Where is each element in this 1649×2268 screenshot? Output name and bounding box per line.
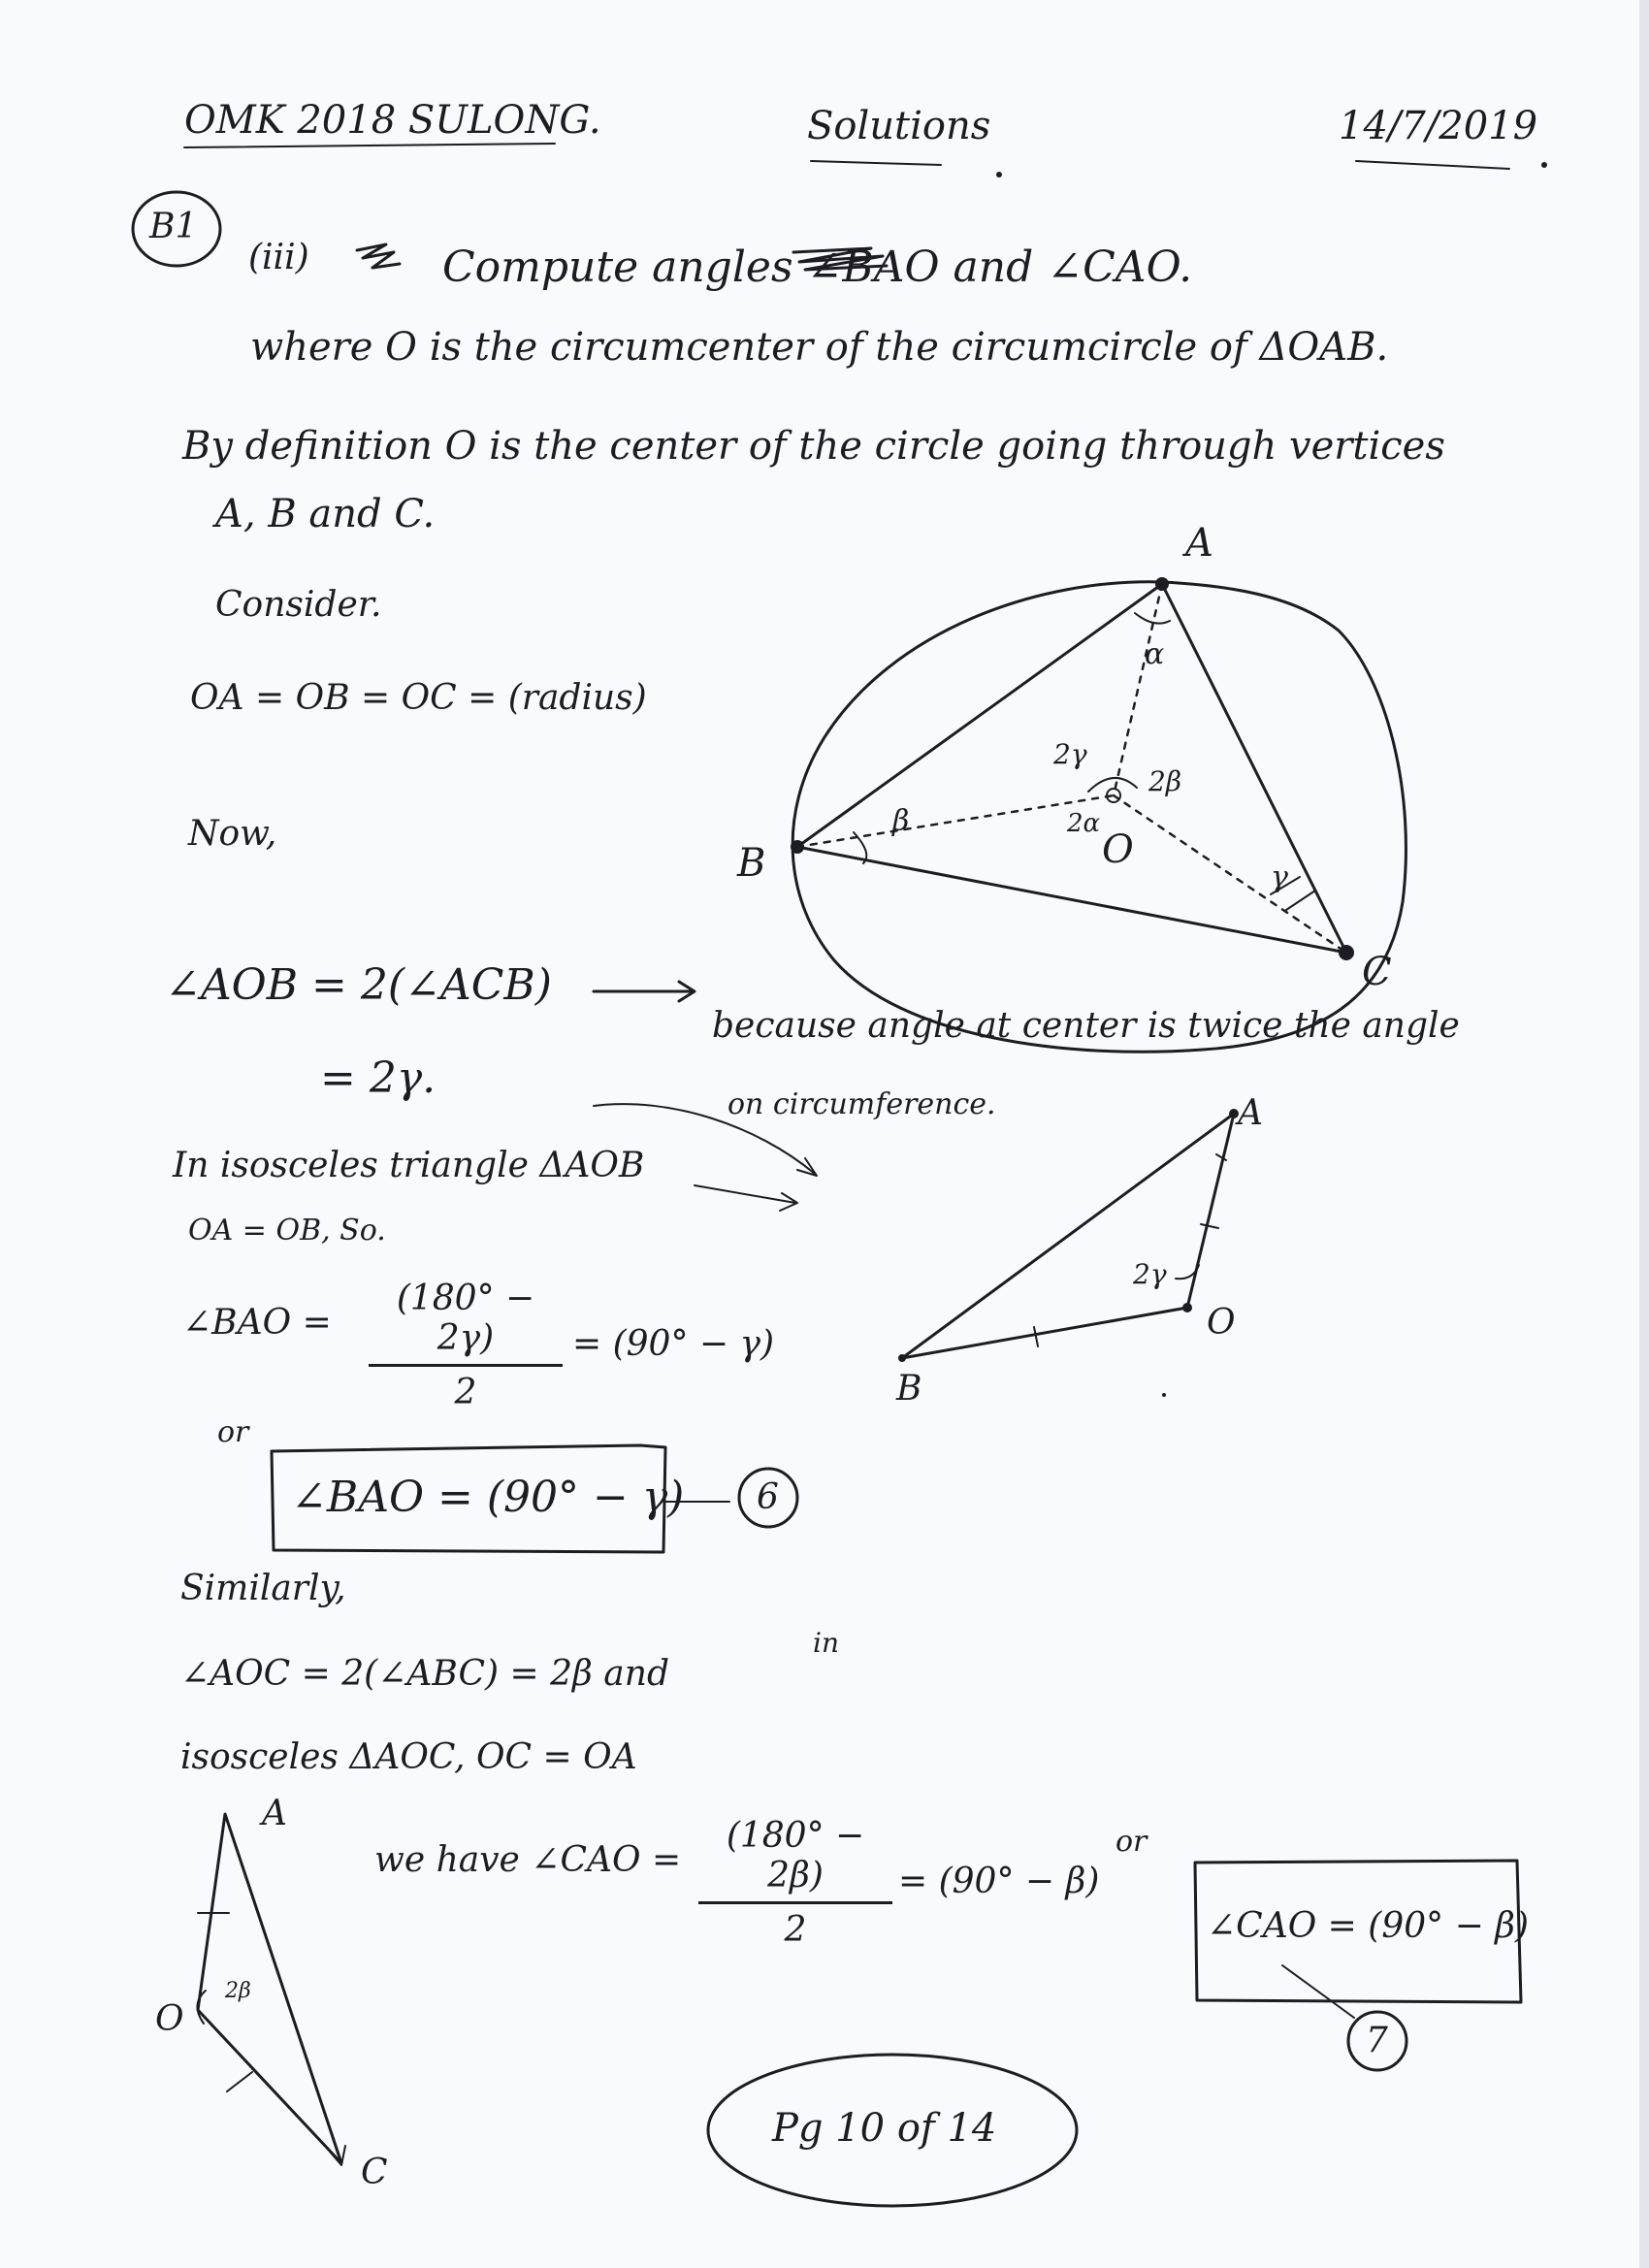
bao-rhs: = (90° − γ)	[572, 1324, 775, 1364]
isosceles-aob-line-1: In isosceles triangle ΔAOB	[173, 1146, 645, 1185]
cao-denominator: 2	[784, 1910, 807, 1950]
aoc-label-c: C	[361, 2153, 388, 2192]
aob-label-o: O	[1207, 1303, 1236, 1343]
label-b: B	[737, 841, 766, 886]
tag-connector	[1282, 1965, 1354, 2018]
course-underline	[184, 144, 555, 147]
definition-line-1: By definition O is the center of the circle going through vertices	[182, 424, 1445, 469]
problem-label: B1	[149, 207, 198, 246]
stray-dot	[1162, 1393, 1166, 1397]
cao-fraction	[698, 1816, 892, 1950]
aob-equation: ∠AOB = 2(∠ACB)	[165, 960, 552, 1010]
bao-numerator: (180° − 2γ)	[369, 1279, 563, 1367]
cao-rhs: = (90° − β)	[898, 1862, 1100, 1901]
vertex-a-dot	[1155, 577, 1169, 591]
label-2gamma: 2γ	[1053, 738, 1087, 770]
result-tag-7: 7	[1366, 2021, 1388, 2060]
vertex-b-dot	[791, 840, 804, 854]
aob-result: = 2γ.	[320, 1053, 436, 1103]
label-alpha: α	[1145, 637, 1165, 671]
aob-label-b: B	[896, 1369, 922, 1409]
consider-text: Consider.	[215, 585, 382, 625]
reason-arrow	[594, 982, 695, 1001]
aoc-label-2beta: 2β	[225, 1979, 251, 2003]
aoc-label-o: O	[155, 1999, 184, 2039]
radii-equation: OA = OB = OC = (radius)	[190, 678, 647, 718]
title-underline	[811, 161, 941, 165]
aoc-equation: ∠AOC = 2(∠ABC) = 2β and	[180, 1654, 669, 1694]
aoc-label-a: A	[262, 1794, 287, 1833]
bao-boxed-result: ∠BAO = (90° − γ)	[291, 1473, 685, 1522]
label-a: A	[1185, 521, 1213, 566]
label-beta: β	[892, 804, 910, 838]
aob-label-2gamma: 2γ	[1133, 1258, 1167, 1290]
vertex-dot	[1182, 1303, 1192, 1312]
page-number: Pg 10 of 14	[772, 2106, 997, 2151]
page-title: Solutions	[807, 104, 991, 148]
scribble-mark	[357, 244, 400, 268]
result-tag-6: 6	[757, 1477, 779, 1517]
stray-dot	[996, 172, 1002, 178]
statement-line-2: where O is the circumcenter of the circumcircle of ΔOAB.	[250, 325, 1389, 370]
statement-line-1: Compute angles ∠BAO and ∠CAO.	[442, 243, 1193, 292]
label-2alpha: 2α	[1067, 809, 1101, 838]
in-text: in	[813, 1627, 839, 1659]
label-gamma: γ	[1271, 860, 1288, 894]
bao-fraction	[369, 1279, 563, 1412]
or-text-2: or	[1116, 1825, 1148, 1859]
similarly-text: Similarly,	[180, 1569, 346, 1608]
bao-lhs: ∠BAO =	[182, 1303, 332, 1343]
aob-label-a: A	[1238, 1093, 1263, 1133]
vertex-dot	[898, 1354, 906, 1362]
definition-line-2: A, B and C.	[215, 492, 436, 536]
label-o: O	[1102, 827, 1134, 872]
cao-lhs: we have ∠CAO =	[374, 1840, 682, 1880]
course-name: OMK 2018 SULONG.	[184, 98, 601, 143]
triangle-aob	[902, 1114, 1234, 1358]
now-text: Now,	[188, 814, 277, 854]
label-c: C	[1362, 950, 1392, 994]
cao-numerator: (180° − 2β)	[698, 1816, 892, 1904]
angle-arc-alpha	[1135, 613, 1170, 624]
or-text: or	[217, 1415, 249, 1449]
reason-line-2: on circumference.	[728, 1087, 996, 1121]
isosceles-aob-line-2: OA = OB, So.	[188, 1214, 386, 1247]
vertex-c-dot	[1339, 945, 1354, 960]
isosceles-aoc: isosceles ΔAOC, OC = OA	[180, 1737, 637, 1777]
triangle-aoc	[198, 1814, 341, 2163]
reason-line-1: because angle at center is twice the angle	[712, 1006, 1460, 1046]
stray-dot	[1541, 162, 1547, 168]
part-number: (iii)	[248, 238, 309, 277]
label-2beta: 2β	[1148, 765, 1182, 797]
cao-boxed-result: ∠CAO = (90° − β)	[1207, 1906, 1530, 1946]
bao-denominator: 2	[454, 1373, 477, 1412]
date: 14/7/2019	[1339, 104, 1538, 148]
pointer-arrow	[695, 1185, 797, 1211]
date-underline	[1356, 161, 1509, 169]
